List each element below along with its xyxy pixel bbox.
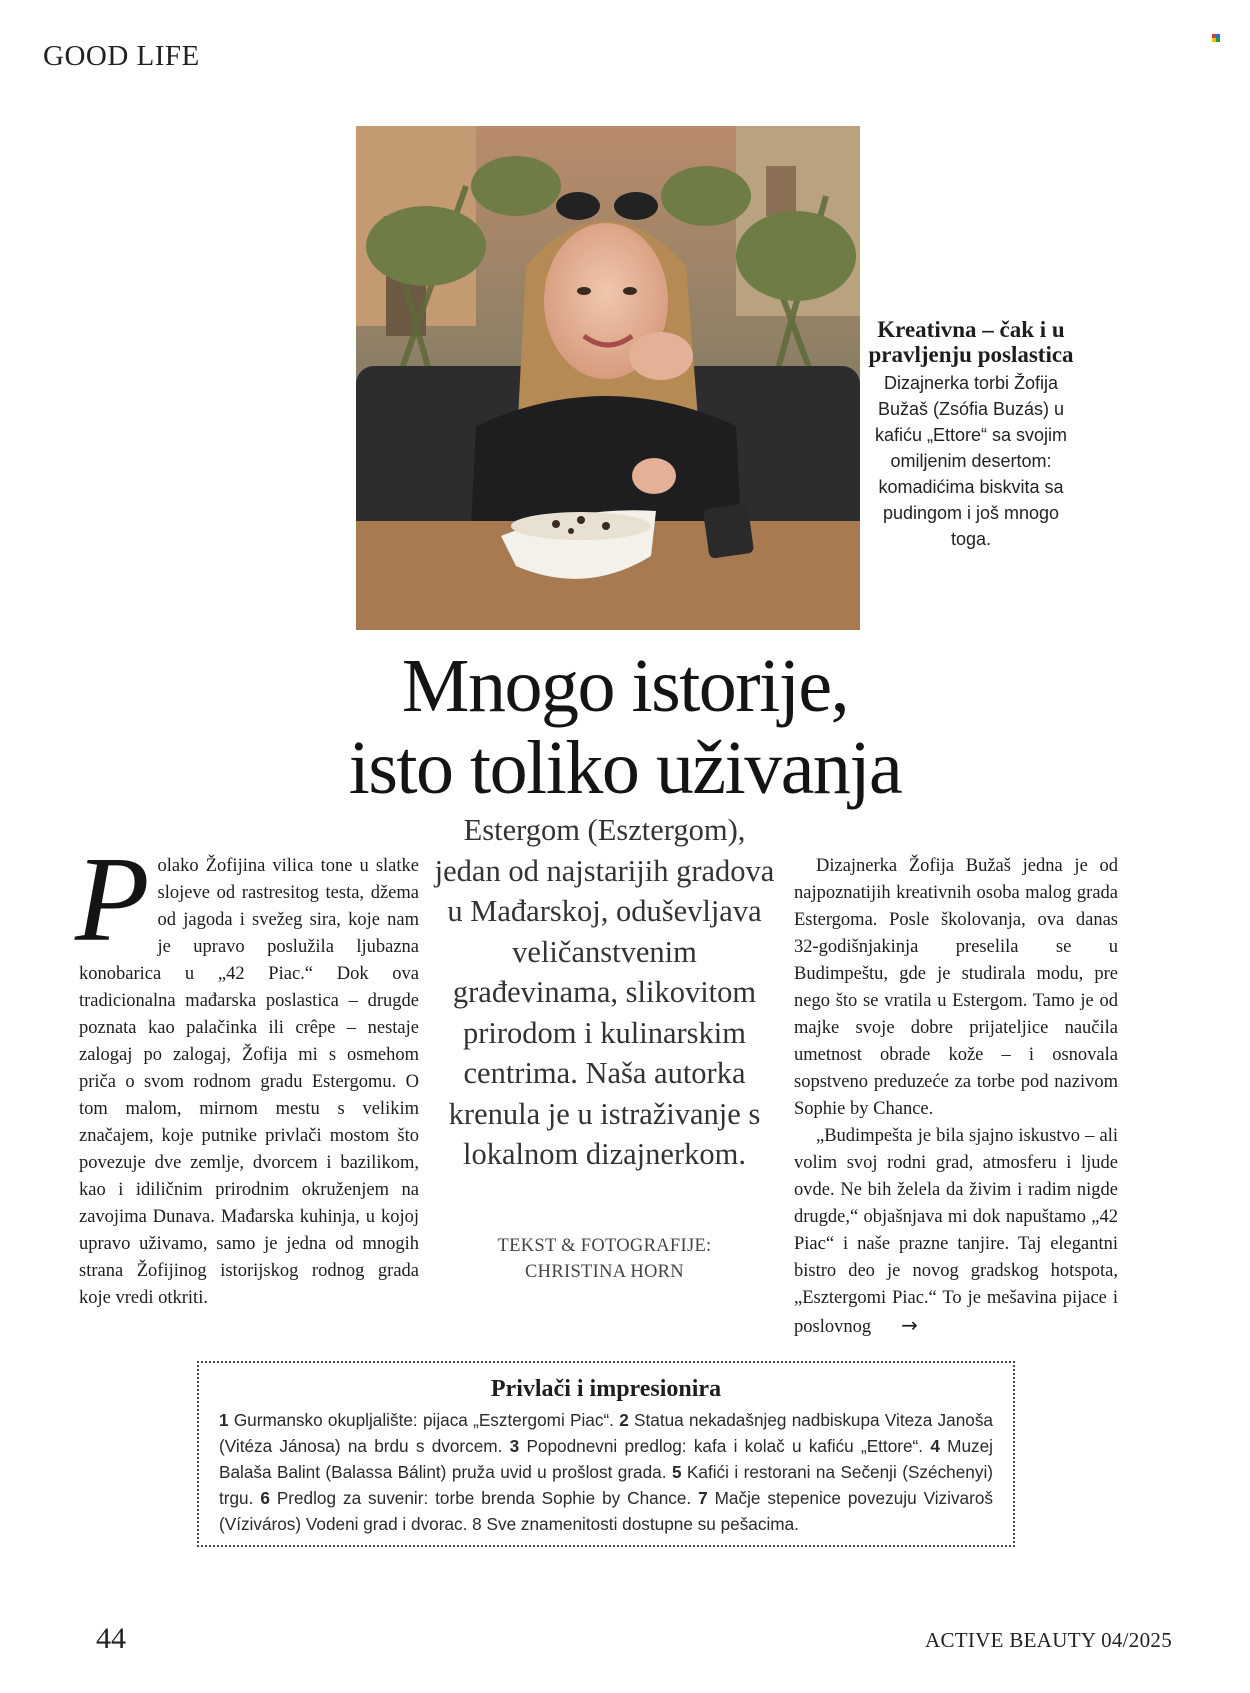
headline-line-2: isto toliko uživanja: [348, 726, 902, 810]
list-item: 8 Sve znamenitosti dostupne su pešacima.: [472, 1514, 799, 1534]
info-box: [197, 1361, 1015, 1547]
magazine-issue: ACTIVE BEAUTY 04/2025: [925, 1628, 1172, 1652]
list-item: 7 Mačje stepenice povezuju Vizivaroš (Víziváros) Vodeni grad i dvorac.: [219, 1488, 993, 1534]
body-paragraph-text: „Budimpešta je bila sjajno iskustvo – ali volim svoj rodni grad, atmosferu i ljude ovde. Ne bih želela da živim i radim nigde drugde,“ objašnjava mi dok napuštamo „42 Piac“ i naše prazne tanjire. Taj elegantni bistro deo je novog gradskog hotspota, „Esztergomi Piac.“ To je mešavina pijace i poslovnog: [794, 1126, 1118, 1337]
list-item: 6 Predlog za suvenir: torbe brenda Sophie by Chance.: [260, 1488, 692, 1508]
credit-line-1: TEKST & FOTOGRAFIJE:: [497, 1236, 712, 1256]
list-item: 4 Muzej Balaša Balint (Balassa Bálint) pruža uvid u prošlost grada.: [219, 1436, 993, 1482]
list-item: 1 Gurmansko okupljalište: pijaca „Esztergomi Piac“.: [219, 1410, 614, 1430]
list-item: 2 Statua nekadašnjeg nadbiskupa Viteza Janoša (Vitéza Jánosa) na brdu s dvorcem.: [219, 1410, 993, 1456]
photo-illustration: [356, 126, 860, 630]
article-lede: Estergom (Esztergom), jedan od najstarijih gradova u Mađarskoj, oduševljava veličanstvenim građevinama, slikovitom prirodom i kulinarskim centrima. Naša autorka krenula je u istraživanje s lokalnom dizajnerkom.: [434, 813, 775, 1171]
body-column-3: [794, 853, 1118, 1341]
credit-line-2: CHRISTINA HORN: [525, 1262, 684, 1282]
info-box-list: [219, 1407, 993, 1537]
list-item: 3 Popodnevni predlog: kafa i kolač u kafiću „Ettore“.: [509, 1436, 924, 1456]
caption-title: Kreativna – čak i u pravljenju poslastica: [868, 317, 1074, 367]
headline-line-1: Mnogo istorije,: [401, 644, 849, 728]
body-paragraph: [794, 1123, 1118, 1341]
article-photo: [356, 126, 860, 630]
list-item: 5 Kafići i restorani na Sečenji (Széchenyi) trgu.: [219, 1462, 993, 1508]
body-column-1: [75, 832, 419, 1312]
continue-arrow-icon: →: [901, 1313, 918, 1337]
photo-caption: [864, 317, 1078, 552]
author-credit: [452, 1233, 757, 1285]
section-label: GOOD LIFE: [43, 40, 200, 72]
drop-cap: P: [75, 832, 150, 967]
page-number: 44: [96, 1622, 126, 1655]
body-column-1-text: olako Žofijina vilica tone u slatke slojeve od rastresitog testa, džema od jagoda i svežeg sira, koje nam je upravo poslužila ljubazna konobarica u „42 Piac.“ Dok ova tradicionalna mađarska poslastica – drugde poznata kao palačinka ili crêpe – nestaje zalogaj po zalogaj, Žofija mi s osmehom priča o svom rodnom gradu Estergomu. O tom malom, mirnom mestu s velikim značajem, koje putnike privlači mostom što povezuje dve zemlje, dvorcem i bazilikom, kao i idiličnim prirodnim okruženjem na zavojima Dunava. Mađarska kuhinja, u kojoj upravo uživamo, samo je jedna od mnogih strana Žofijinog istorijskog rodnog grada koje vredi otkriti.: [79, 856, 419, 1308]
color-mark-icon: [1212, 34, 1221, 43]
article-headline: [200, 645, 1050, 809]
caption-text: Dizajnerka torbi Žofija Bužaš (Zsófia Buzás) u kafiću „Ettore“ sa svojim omiljenim desertom: komadićima biskvita sa pudingom i još mnogo toga.: [874, 373, 1068, 549]
body-paragraph: Dizajnerka Žofija Bužaš jedna je od najpoznatijih kreativnih osoba malog grada Estergoma. Posle školovanja, ova danas 32-godišnjakinja preselila se u Budimpeštu, gde je studirala modu, pre nego što se vratila u Estergom. Tamo je od majke svoje dobre prijateljice naučila umetnost obrade kože – i osnovala sopstveno preduzeće za torbe pod nazivom Sophie by Chance.: [794, 856, 1118, 1119]
info-box-title: Privlači i impresionira: [490, 1376, 722, 1402]
